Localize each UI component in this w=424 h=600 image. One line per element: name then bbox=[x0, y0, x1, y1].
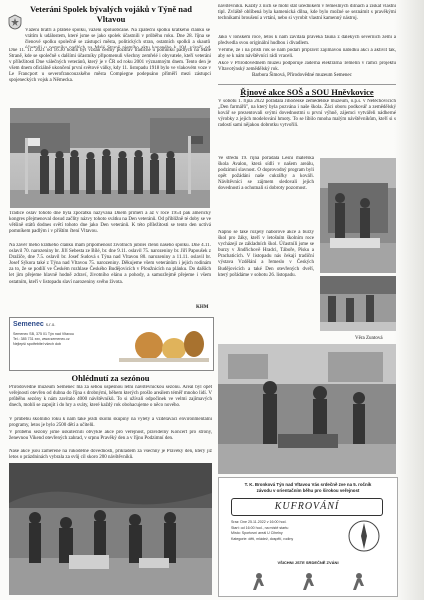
article2-signature: Barbora Šimová, Přírodovědné muzeum Semenec bbox=[252, 73, 352, 78]
article1-paragraph: Vážení bratři a přátelé spolku, vážení spoluobčané. Na zpáteční spolku krátkého článku se vrátím k událostem, které jsme se jako spolek účastnili v průběhu roku. Dne 28. října se členové spolku společně se zástupci města, politických stran, ostatních spolků a skautů bbox=[25, 28, 210, 46]
poster-detail-line: Kategorie: děti, mládež, dospělí, rodiny bbox=[231, 536, 294, 541]
ad-line: Tel.: 385 731 xxx, www.semenec.cz bbox=[13, 337, 70, 341]
article2-paragraph: V průběhu sezóny jsme uskutečnili obvyklé akce pro veřejnost, pravidelný Koncert pro strony, ženevnou Vikend otevřených zahrad, v srpnu Pravěký den a v říjnu Podzimní den. bbox=[9, 430, 212, 442]
poster-detail-line: Start: od 16:00 hod., na místě startu bbox=[231, 525, 289, 530]
article1-paragraph: Na závěr mého krátkého článku mám připomenout životních jubilei členů našeho spolku. Dne 4.11. oslavil 70. narozeniny br. Jiří Sebesta ze Bílé, br. dne 9.11. oslavil 75. narozeniny br. Jiří Papoušek z Dražiče, dne 7.5. oslavil br. Josef Sudová s Týna nad Vltavou 80. narozeniny a 11.11. oslavil br. Josef Sýkora také z Týna nad Vltavou 75. narozeniny. Děkujeme všem veteránům i jejich rodinám za to, že se podílí ve Českém rozhlase Českého Budějovicích v Ploužnicích na plánku. Do dalších let jim přejeme hlavně hodně zdraví, životního elánu a pohody, a samozřejmě přejeme i všem ostatním, kteří v listopadu slaví narozeniny svého života. bbox=[9, 243, 211, 285]
ad-brand bbox=[13, 321, 55, 328]
article3-signature: Věra Zuntová bbox=[355, 336, 383, 341]
poster-footer: VŠICHNI JSTE SRDEČNĚ ZVÁNI bbox=[277, 560, 339, 565]
article2-paragraph: Naše akce jsou zaměřené na rukodělné dovednosti, příkladem za všechny je Pravěký den, který již letos o prázdninách vybrala za svůj cíl skoro 200 návštěvníků. bbox=[9, 449, 212, 461]
ad-line: Nejlepší spotřebitel všech dob bbox=[13, 342, 61, 346]
article2-paragraph: V průběhu školního roku k nám také jezdí školní skupiny na výlety a vzdělávací environmentální programy, letos je bylo 2500 dětí a učitelů. bbox=[9, 417, 212, 429]
section-divider bbox=[218, 84, 396, 85]
poster-subheader: závodu v orientačním běhu pro širokou veřejnost bbox=[256, 488, 360, 493]
article3-paragraph: Nápno se také rozjely náborové akce a burzy škol pro žáky, kteří v letošním školním roce vycházejí ze základních škol. Účastníli jsme se burzy v Jindřichově Hradci, Táboře, Písku a Prachaticích. V listopadu nás čekají tradiční výstava Vzdělání a řemeslo v Českých Budějovicích a také Den otevřených dveří, který pořádáme v sobotu 26. listopadu. bbox=[218, 230, 314, 278]
prehistoric-day-photo bbox=[9, 463, 212, 595]
compass-icon bbox=[343, 518, 385, 554]
article3-title: Řjnové akce SOŠ a SOU Hněvkovice bbox=[240, 87, 374, 97]
veterans-ceremony-photo bbox=[10, 108, 210, 208]
article2-continued: návštěvníků. Každý z nich se mohl stát účedníkem v řemeslných dílnách a získat vlastní tipl. Zvláště oblíbená byla kamenická dílna, kde bylo možné se seznámit s pravěkými technikami broušení a vrtání, nebo si vyrobit vlastní kamenný nástroj. bbox=[218, 4, 396, 22]
poster-detail-line: Místo: Sportovní areál U Cihelny bbox=[231, 531, 283, 536]
article1-signature: KHM bbox=[196, 305, 209, 310]
school-event-photo bbox=[320, 158, 396, 273]
article2-title: Ohlédnutí za sezónou bbox=[71, 373, 150, 383]
kufrovani-poster bbox=[218, 477, 398, 597]
ad-contact bbox=[13, 332, 113, 347]
ad-line: Semenec SB, 375 01 Týn nad Vltavou bbox=[13, 332, 74, 336]
ad-brand-name: Semenec bbox=[13, 321, 44, 328]
poster-title: KUFROVÁNÍ bbox=[274, 501, 340, 512]
article3-paragraph: Ve středu 19. října pořádala Lesní mateřská škola Avalon, která sídlí v našem areálu, podzimní slavnost. O doprovodný program byli opět požádáni naše cukrářky a kováři. Návštěvníci se zájmem sledovali jejich dovednosti a ochutnali si dobroty pozornost. bbox=[218, 156, 314, 192]
veterans-emblem-icon bbox=[8, 14, 22, 30]
poster-title-frame bbox=[231, 498, 383, 516]
school-fair-photo bbox=[320, 276, 396, 331]
ad-brand-suffix: s.r.o. bbox=[45, 322, 56, 327]
article2-continued: Věříme, že i na příští rok se nám podaří připravit zajímavou nabídku akcí a aktivit tak, aby se k nám návštěvníci rádi vraceli. bbox=[218, 48, 396, 60]
page-fold-shadow bbox=[394, 0, 424, 600]
article3-paragraph: V sobotu 1. října 2022 pořádala Jihočeské zemědělské muzeum, o.p.s. v Netěchovicích „Den farmářů", na který byla pozvána i naše škola. Žáci oboru podkovář a zemědělský kovář se prezentovali svými dovednostmi u první výhně, zájemci vytvářeli nádherné výrobky z jejich modelování hmoty. To se líbilo mnoha malým návštěvníkům, kteří si s radostí sami nějakou dobrotku vytvořili. bbox=[218, 99, 396, 129]
poster-detail-line: Sraz: Dne 25.11.2022 v 16:00 hod. bbox=[231, 520, 287, 524]
article1-title: Veteráni Spolek bývalých vojáků v Týně nad Vltavou bbox=[29, 4, 192, 24]
ad-product-image bbox=[119, 324, 209, 364]
semenec-advertisement bbox=[9, 317, 214, 371]
article1-paragraph: Tradice oslav tohoto dne byla zpočátku nazývána Dnem příměří a až v roce 1954 pak americký kongres přejmenoval dosud začlity názvy tohoto svátku na Den veteránů. Od přibližně té doby se ve většině států dodnes světí tohoto dne jako Den veteránů. K této příležitosti se tento den uctívá pomníkem padlým i v příštím čtení Vltavou. bbox=[9, 211, 211, 235]
runner-silhouettes-icon bbox=[239, 570, 379, 592]
article1-paragraph: Dne 11. 11. 2021 od 16.30 hodin byl vzdán čestný pozdrav tradičně u pomníku padlých na Malé Straně, kde se společně s dalšími účastníky připomenuli všechny zemřelé i obyvatele, kteří veteráni v příležitosti Dne válečných veteránů, který je v ČR od roku 2001 významným dnem. Tento den je všem dnem oficiálně ukončení první světové války, kdy 11. listopadu 1918 bylo ve vlakovém voze v Le Francport u severofrancouzského města Compiegne podepsáno příměří mezi zástupci spojeneckých vojsk a Německa. bbox=[9, 48, 211, 84]
poster-header: T. K. Bronková Týn nad Vltavou Vás srdečně zve na 5. ročník bbox=[244, 482, 372, 487]
article2-paragraph: Přírodovědné muzeum Semenec má za sebou úspěšnou letní návštěvnickou sezónu. Areál byl opět veřejnosti otevřen od dubna do října s drobnými, během kterých prošlo areálem téměř mnoho lidí. V průběhu sezóny k nám zavítalo 4000 návštěvníků. To si užívali odpočinek ve velmi zajímavých dnech, mohli se zapojit i do hry a sváty, které každý rok obohacujeme o něco nového. bbox=[9, 385, 212, 409]
article2-continued: Jako v loňském roce, letos k nám zavítala pravěká fauna z dalekých severních zemí a předvedla svou originální hudbou i divadlem. bbox=[218, 35, 396, 47]
poster-details bbox=[231, 520, 341, 542]
article2-continued: Akce v Přírodovědném muzeu podporuje Jaderná elektrárna Temelín v rámci projektu Vltavotýnský zemědělský rok. bbox=[218, 61, 396, 73]
workshop-photo bbox=[218, 344, 396, 474]
